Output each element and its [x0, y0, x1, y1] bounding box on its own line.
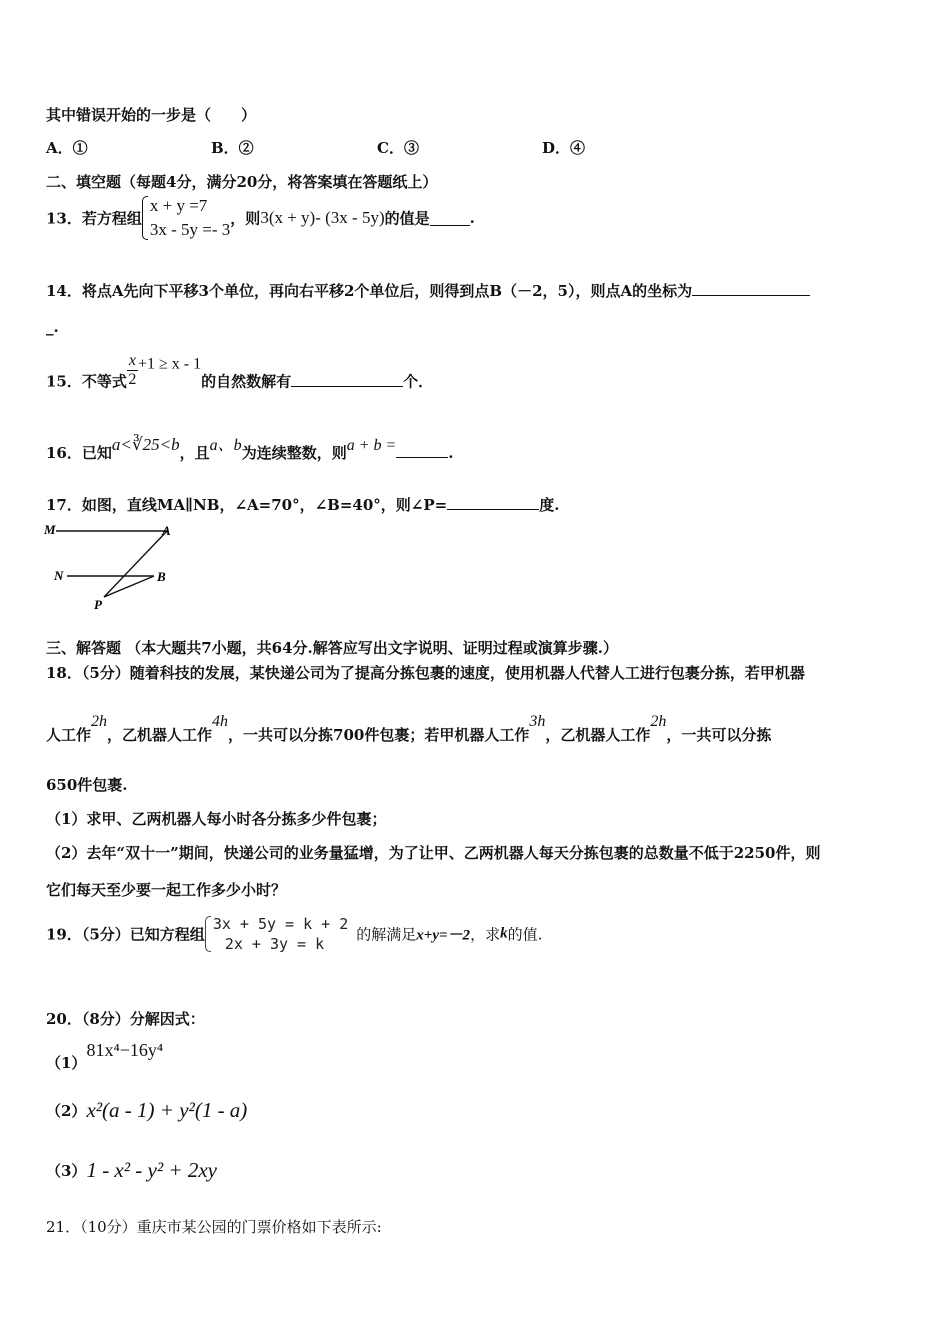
q15-suffix: 个． [403, 372, 434, 391]
q20-item2-label: （2） [46, 1102, 87, 1120]
q18-time3: 3h [529, 713, 546, 730]
q18-line2 [46, 713, 772, 745]
q20-item1-label: （1） [46, 1054, 87, 1072]
q18-time2: 4h [212, 713, 229, 730]
q18-time1: 2h [91, 713, 108, 730]
q18-line1: 18．（5分）随着科技的发展，某快递公司为了提高分拣包裹的速度，使用机器人代替人工进行包裹分拣，若甲机器 [46, 664, 805, 682]
q19-k: k [500, 925, 508, 942]
q13-expr: 3(x + y)- (3x - 5y) [260, 208, 385, 227]
q18-sub1: （1）求甲、乙两机器人每小时各分拣多少件包裹； [46, 810, 387, 828]
q13-eq1: x + y =7 [149, 196, 208, 215]
q15-frac-num: x [128, 352, 136, 369]
q16-end: . [448, 444, 454, 462]
label-m: M [44, 522, 56, 537]
q15-answer-blank[interactable] [291, 372, 403, 387]
q13-answer-blank[interactable] [430, 211, 470, 226]
q13-number: 13．若方程组 [46, 209, 142, 228]
q13-comma: ，则 [230, 209, 261, 228]
q20-item2 [46, 1098, 247, 1123]
q16 [46, 435, 454, 463]
q21-text: 21．（10分）重庆市某公园的门票价格如下表所示: [46, 1218, 382, 1236]
option-c: C．③ [377, 139, 419, 157]
q20-item3-label: （3） [46, 1162, 87, 1180]
q19-system [205, 914, 348, 954]
q18-l2c: ，一共可以分拣700件包裹；若甲机器人工作 [228, 726, 530, 744]
q19-suffix-c: 的值. [507, 925, 543, 944]
q18-l2a: 人工作 [46, 726, 92, 744]
q15-middle: 的自然数解有 [201, 372, 292, 391]
q14-answer-blank[interactable] [692, 281, 810, 296]
q14 [46, 280, 810, 301]
line-ap [104, 531, 167, 597]
q13-tail: 的值是 [384, 209, 430, 228]
q15-inequality: +1 ≥ x - 1 [137, 355, 202, 373]
q18-sub2b: 它们每天至少要一起工作多少小时？ [46, 881, 287, 899]
q15 [46, 352, 433, 392]
q20-item3 [46, 1158, 217, 1183]
q13 [46, 194, 475, 242]
line-pb [104, 576, 154, 597]
q13-eq2: 3x - 5y =- 3 [149, 220, 231, 239]
q16-sum: a + b = [346, 437, 397, 454]
q19 [46, 914, 542, 954]
q16-middle2: 为连续整数，则 [241, 444, 347, 462]
q18-l2d: ，乙机器人工作 [545, 726, 651, 744]
q16-middle1: ，且 [179, 444, 210, 462]
q15-fraction [127, 352, 138, 389]
option-b: B．② [211, 139, 254, 157]
section2-heading: 二、填空题（每题4分，满分20分，将答案填在答题纸上） [46, 173, 438, 191]
q18-l2b: ，乙机器人工作 [107, 726, 213, 744]
q19-suffix-b: ，求 [470, 925, 501, 944]
q20-item1-expr: 81x⁴−16y⁴ [86, 1040, 164, 1060]
option-a: A．① [46, 139, 88, 157]
q15-frac-den: 2 [128, 371, 137, 388]
q20-item3-expr: 1 - x² - y² + 2xy [86, 1158, 217, 1182]
q13-end: . [469, 209, 475, 227]
label-b: B [157, 569, 166, 584]
q20-item2-expr: x²(a - 1) + y²(1 - a) [86, 1098, 248, 1122]
q17-answer-blank[interactable] [447, 495, 539, 510]
q17 [46, 494, 559, 515]
q19-suffix-a: 的解满足 [356, 925, 417, 944]
q16-prefix: 16．已知 [46, 444, 112, 462]
q16-inequality: a<∛25<b [111, 435, 180, 454]
q17-text-b: 度. [539, 496, 560, 514]
q13-system [142, 194, 230, 242]
q20-item1 [46, 1040, 164, 1072]
q17-figure [42, 517, 182, 613]
q15-prefix: 15．不等式 [46, 372, 127, 391]
label-n: N [54, 568, 64, 583]
q14-text: 14．将点A先向下平移3个单位，再向右平移2个单位后，则得到点B（－2，5），则点A的坐标为 [46, 282, 693, 300]
q19-eq1: 3x + 5y = k + 2 [212, 915, 349, 933]
option-d: D．④ [542, 139, 586, 157]
label-p: P [94, 597, 102, 612]
q14-wrap: _. [46, 318, 59, 336]
q16-answer-blank[interactable] [396, 443, 448, 458]
q18-time4: 2h [650, 713, 667, 730]
q20-heading: 20．（8分）分解因式： [46, 1010, 205, 1028]
label-a: A [162, 523, 171, 538]
q18-l2e: ，一共可以分拣 [666, 726, 772, 744]
q19-prefix: 19．（5分）已知方程组 [46, 925, 205, 944]
q17-text-a: 17．如图，直线MA∥NB，∠A=70°，∠B=40°，则∠P= [46, 496, 448, 514]
q19-condition: x+y=－2 [416, 927, 471, 944]
q12-prompt: 其中错误开始的一步是（ ） [46, 106, 257, 124]
q18-line3: 650件包裹. [46, 776, 128, 794]
q18-sub2: （2）去年“双十一”期间，快递公司的业务量猛增，为了让甲、乙两机器人每天分拣包裹的总数量不低于2250件，则 [46, 844, 821, 862]
q16-ab: a、b [209, 437, 242, 454]
q19-eq2: 2x + 3y = k [224, 935, 325, 953]
section3-heading: 三、解答题 （本大题共7小题，共64分.解答应写出文字说明、证明过程或演算步骤.） [46, 639, 618, 657]
